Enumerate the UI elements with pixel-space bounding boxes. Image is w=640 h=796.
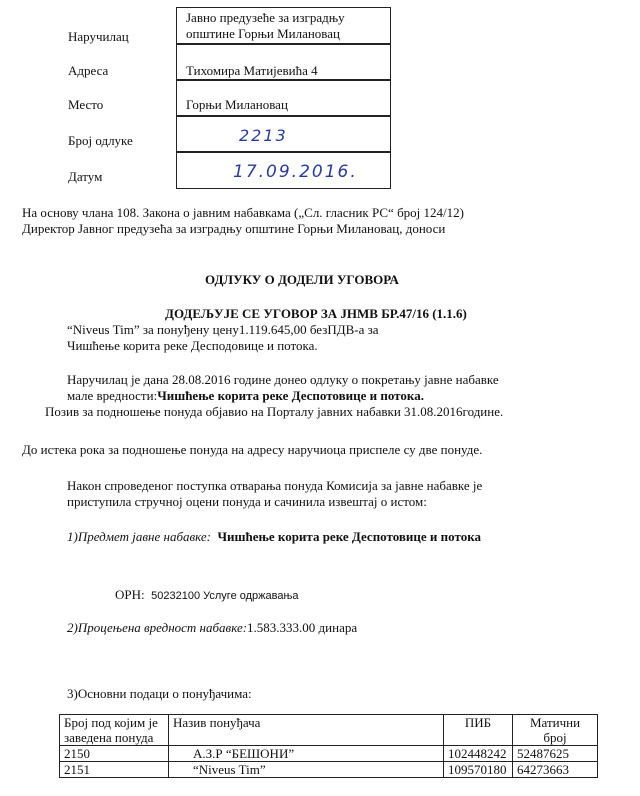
date-label: Датум [68, 169, 103, 184]
section-1 [67, 529, 481, 545]
address-value: Тихомира Матијевића 4 [186, 63, 318, 78]
place-box [176, 79, 391, 117]
header-cell-reg-number: Матични број [513, 715, 598, 746]
paragraph-1-line-2 [67, 388, 424, 404]
award-line-2: Чишћење корита реке Десподовице и потока. [67, 338, 318, 353]
place-value: Горњи Милановац [186, 97, 288, 112]
decision-number-box [176, 115, 391, 153]
header-cell-pib: ПИБ [444, 715, 513, 746]
section-2 [67, 620, 357, 636]
cell-pib: 102448242 [444, 746, 513, 762]
orn-label: ОРН: [115, 587, 145, 602]
section-1-label: 1)Предмет јавне набавке: [67, 529, 211, 544]
date-box [176, 151, 391, 189]
cell-pib: 109570180 [444, 762, 513, 778]
section-1-value: Чишћење корита реке Деспотовице и потока [217, 529, 481, 544]
section-2-label: 2)Процењена вредност набавке: [67, 620, 248, 635]
document-title: ОДЛУКУ О ДОДЕЛИ УГОВОРА [205, 272, 399, 287]
bidders-table [59, 714, 598, 778]
table-header-row [60, 715, 598, 746]
cell-name: “Niveus Tim” [169, 762, 444, 778]
cell-reg-number: 64273663 [513, 762, 598, 778]
orn-value: 50232100 Услуге одржавања [151, 590, 299, 602]
cell-number: 2150 [60, 746, 169, 762]
award-heading: ДОДЕЉУЈЕ СЕ УГОВОР ЗА ЈНМВ БР.47/16 (1.1.6) [165, 306, 467, 321]
cell-number: 2151 [60, 762, 169, 778]
intro-line-2: Директор Јавног предузећа за изградњу општине Горњи Милановац, доноси [22, 221, 446, 236]
address-box [176, 43, 391, 81]
date-value: 17.09.2016. [233, 162, 358, 182]
section-2-value: 1.583.333.00 динара [247, 620, 358, 635]
decision-number-value: 2213 [239, 126, 288, 145]
orn-line [115, 587, 299, 603]
place-label: Место [68, 97, 104, 112]
address-label: Адреса [68, 63, 109, 78]
paragraph-1-line-2-bold: Чишћење корита реке Деспотовице и потока. [157, 388, 424, 403]
table-row [60, 762, 598, 778]
paragraph-1-line-1: Наручилац је дана 28.08.2016 године донео одлуку о покретању јавне набавке [67, 372, 499, 387]
intro-line-1: На основу члана 108. Закона о јавним набавкама („Сл. гласник РС“ број 124/12) [22, 205, 464, 220]
paragraph-2: До истека рока за подношење понуда на адресу наручиоца приспеле су две понуде. [22, 442, 483, 457]
cell-name: А.З.Р “БЕШОНИ” [169, 746, 444, 762]
paragraph-1-line-3: Позив за подношење понуда објавио на Порталу јавних набавки 31.08.2016године. [45, 404, 504, 419]
section-3-label: 3)Основни подаци о понуђачима: [67, 686, 252, 701]
header-cell-number: Број под којим је заведена понуда [60, 715, 169, 746]
buyer-label: Наручилац [68, 29, 129, 44]
award-line-1: “Niveus Tim” за понуђену цену1.119.645,00 безПДВ-а за [67, 322, 379, 337]
buyer-box [176, 7, 391, 45]
paragraph-3-line-2: приступила стручној оцени понуда и сачинила извештај о истом: [67, 494, 427, 509]
paragraph-1-line-2-plain: мале вредности: [67, 388, 158, 403]
buyer-line-1: Јавно предузеће за изградњу [186, 10, 345, 25]
cell-reg-number: 52487625 [513, 746, 598, 762]
paragraph-3-line-1: Након спроведеног поступка отварања понуда Комисија за јавне набавке је [67, 478, 483, 493]
buyer-line-2: општине Горњи Милановац [186, 26, 340, 41]
header-cell-name: Назив понуђача [169, 715, 444, 746]
decision-number-label: Број одлуке [68, 133, 133, 148]
table-row [60, 746, 598, 762]
